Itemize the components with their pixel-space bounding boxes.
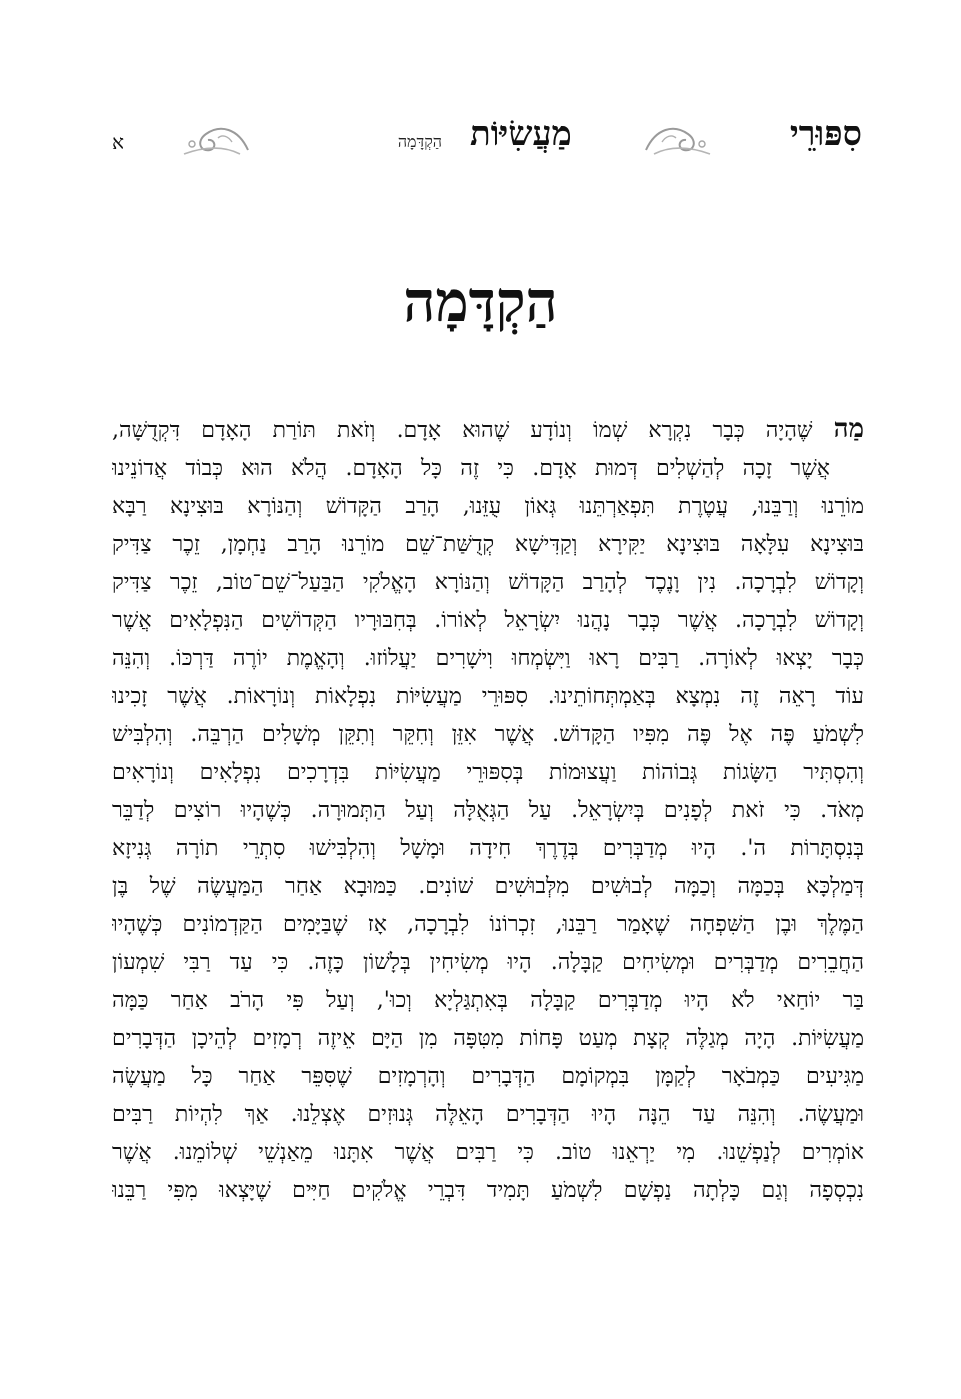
text-line: הַמֶּלֶךְ וּבֶן הַשִּׁפְחָה שֶׁאָמַר רַבֵּנוּ, זִכְרוֹנוֹ לִבְרָכָה, אָז שֶׁבַּיָּמִים הַקַּדְמוֹנִים כְּשֶׁהָיוּ <box>112 912 864 937</box>
text-line: וּמַעֲשֶׂה. וְהִנֵּה עַד הֵנָּה הָיוּ הַדְּבָרִים הָאֵלֶּה גְּנוּזִים אֶצְלֵנוּ. אַךְ לִהְיוֹת רַבִּים <box>112 1102 864 1127</box>
text-line: מוֹרֵנוּ וְרַבֵּנוּ, עֲטֶרֶת תִּפְאַרְתֵּנוּ גְּאוֹן עֻזֵּנוּ, הָרַב הַקָּדוֹשׁ וְהַנּוֹרָא בּוּצִינָא רַבָּא <box>112 494 864 519</box>
text-line: בַּר יוֹחַאי לֹא הָיוּ מְדַבְּרִים קַבָּלָה בְּאִתְגַּלְיָא וְכוּ', וְעַל פִּי הָרֹב אַחַר כַּמָּה <box>112 988 864 1013</box>
text-line: מַעֲשִׂיּוֹת. הָיָה מְגַלֶּה קְצָת מְעַט פָּחוֹת מִטִּפָּה מִן הַיָּם אֵיזֶה רְמָזִים לְהֵיכָן הַדְּבָרִים <box>112 1026 864 1051</box>
book-title-word2: מַעֲשִׂיּוֹת <box>470 114 572 154</box>
text-line: מַגִּיעִים כַּמְבֹאָר לְקַמָּן בִּמְקוֹמָם הַדְּבָרִים וְהָרְמָזִים שֶׁסִּפֵּר אַחַר כָּל מַעֲשֶׂה <box>112 1064 864 1089</box>
text-line: דְּמַלְכָּא בְּכַמָּה וְכַמָּה לְבוּשִׁים מִלְּבוּשִׁים שׁוֹנִים. כַּמּוּבָא אַחַר הַמַּעֲשֶׂה שֶׁל בֶּן <box>112 874 864 899</box>
book-title-word1: סִפּוּרֵי <box>789 114 862 154</box>
text-line: וְקָדוֹשׁ לִבְרָכָה. נִין וָנֶכֶד לְהָרַב הַקָּדוֹשׁ וְהַנּוֹרָא הָאֱלֹקִי הַבַּעַל־שֵׁם־טוֹב, זֵכֶר צַדִּיק <box>112 570 864 595</box>
text-line: עוֹד רָאֵה זֶה נִמְצָא בְּאַמְתְּחוֹתֵינוּ. סִפּוּרֵי מַעֲשִׂיּוֹת נִפְלָאוֹת וְנוֹרָאוֹת. אֲשֶׁר זָכִינוּ <box>112 684 864 709</box>
text-line: נִכְסְפָה וְגַם כָּלְתָה נַפְשָׁם לִשְׁמֹעַ תָּמִיד דִּבְרֵי אֱלֹקִים חַיִּים שֶׁיָּצְאוּ מִפִּי רַבֵּנוּ <box>112 1178 864 1203</box>
scroll-ornament-icon <box>182 120 250 160</box>
text-line: הַחֲבֵרִים מְדַבְּרִים וּמְשִׂיחִים קַבָּלָה. הָיוּ מְשִׂיחִין בְּלָשׁוֹן כָּזֶה. כִּי עַד רַבִּי שִׁמְעוֹן <box>112 950 864 975</box>
text-line: בְּנִסְתָּרוֹת ה'. הָיוּ מְדַבְּרִים בְּדֶרֶךְ חִידָה וּמָשָׁל וְהִלְבִּישׁוּ סִתְרֵי תוֹרָה גְּנִיזָא <box>112 836 864 861</box>
running-chapter-title: הַקְדָּמָה <box>397 132 442 151</box>
text-line: וְקָדוֹשׁ לִבְרָכָה. אֲשֶׁר כְּבָר נָהֲנוּ יִשְׂרָאֵל לְאוֹרוֹ. בְּחִבּוּרָיו הַקְּדוֹשִׁים הַנִּפְלָאִים אֲשֶׁר <box>112 608 864 633</box>
running-header <box>112 112 862 172</box>
text-line: מַה שֶּׁהָיָה כְּבָר נִקְרָא שְׁמוֹ וְנוֹדָע שֶׁהוּא אָדָם. וְזֹאת תּוֹרַת הָאָדָם דִּקְדֻשָּׁה, <box>112 414 864 444</box>
text-line: וְהִסְתִּיר הַשָּׂגוֹת גְּבוֹהוֹת וַעֲצוּמוֹת בְּסִפּוּרֵי מַעֲשִׂיּוֹת בִּדְרָכִים נִפְלָאִים וְנוֹרָאִים <box>112 760 864 785</box>
text-line: אוֹמְרִים לְנַפְשֵׁנוּ. מִי יַרְאֵנוּ טוֹב. כִּי רַבִּים אֲשֶׁר אִתָּנוּ מֵאַנְשֵׁי שְׁלוֹמֵנוּ. אֲשֶׁר <box>112 1140 864 1165</box>
chapter-title: הַקְדָּמָה <box>403 269 558 335</box>
page-number: א <box>112 130 125 154</box>
text-line: מְאֹד. כִּי זֹאת לְפָנִים בְּיִשְׂרָאֵל. עַל הַגְּאֻלָּה וְעַל הַתְּמוּרָה. כְּשֶׁהָיוּ רוֹצִים לְדַבֵּר <box>112 798 864 823</box>
text-line: בּוּצִינָא עִלָּאָה בּוּצִינָא יַקִּירָא וְקַדִּישָׁא קְדֻשַּׁת־שֵׁם מוֹרֵנוּ הָרַב נַחְמָן, זֵכֶר צַדִּיק <box>112 532 864 557</box>
body-paragraph <box>112 410 864 1210</box>
text-line: כְּבָר יָצְאוּ לְאוֹרָה. רַבִּים רָאוּ וַיִּשְׂמְחוּ וִישָׁרִים יַעֲלוֹזוּ. וְהָאֱמֶת יוֹרֶה דַּרְכּוֹ. וְהִנֵּה <box>112 646 864 671</box>
text-line: אֲשֶׁר זָכָה לְהַשְׁלִים דְּמוּת אָדָם. כִּי זֶה כָּל הָאָדָם. הֲלֹא הוּא כְּבוֹד אֲדוֹנֵינוּ <box>112 456 830 481</box>
opening-word: מַה <box>833 414 864 444</box>
text-line: לִשְׁמֹעַ פֶּה אֶל פֶּה מִפִּיו הַקָּדוֹשׁ. אֲשֶׁר אִזֵּן וְחִקֵּר וְתִקֵּן מְשָׁלִים הַרְבֵּה. וְהִלְבִּישׁ <box>112 722 864 747</box>
scroll-ornament-icon <box>644 120 712 160</box>
